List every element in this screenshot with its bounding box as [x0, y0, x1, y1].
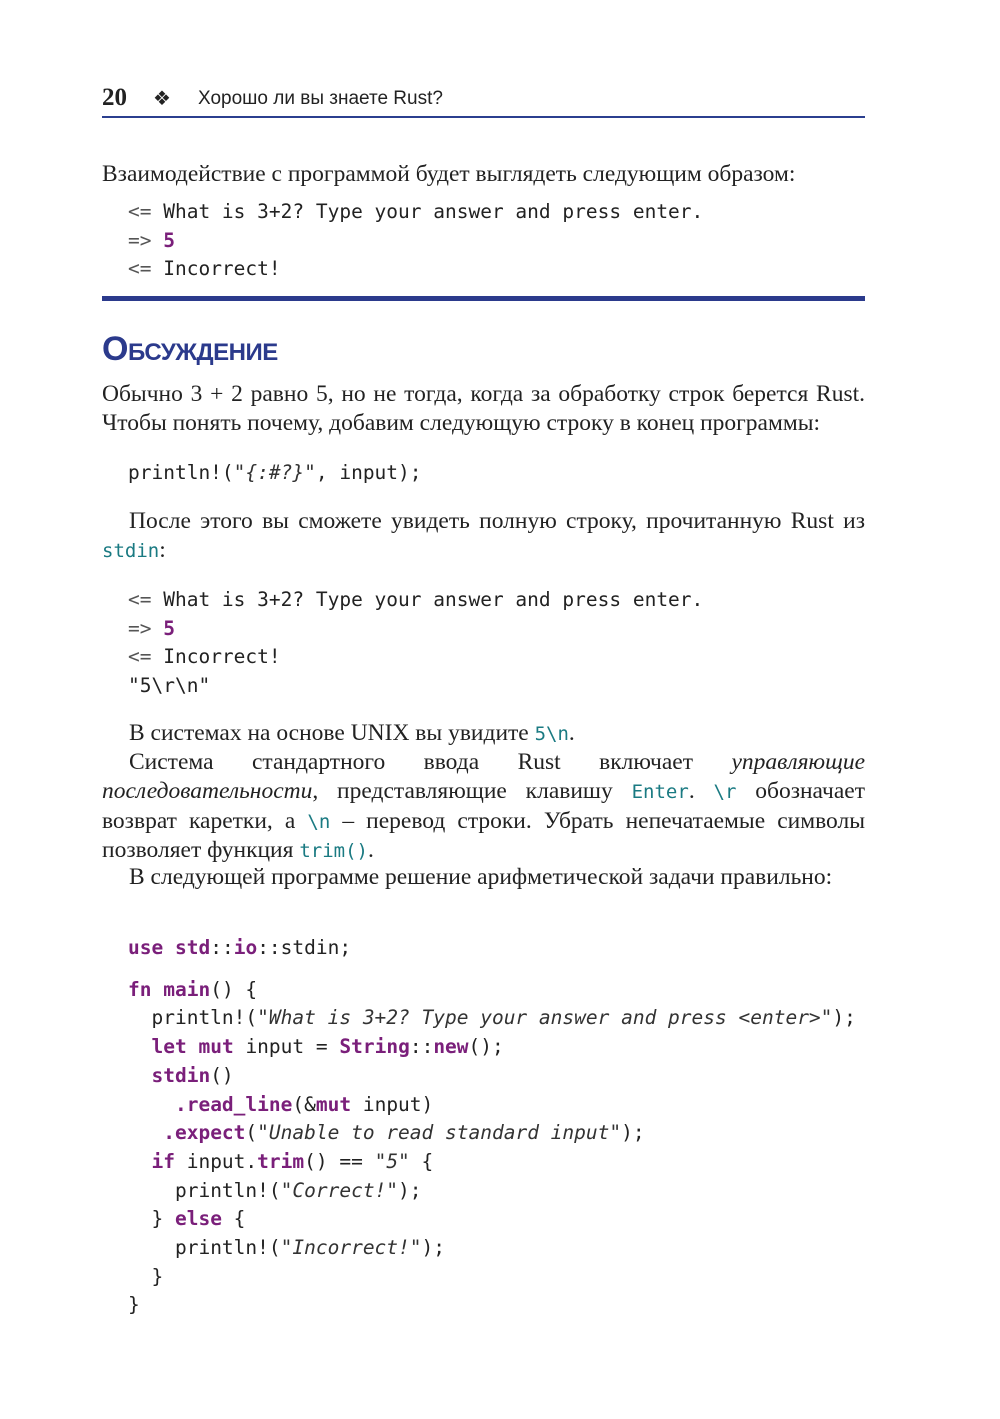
code-text: () { — [210, 977, 258, 1001]
debug-code-line — [128, 459, 422, 488]
discussion-paragraph-5: В следующей программе решение арифметической задачи правильно: — [129, 864, 833, 890]
code-text: ); — [398, 1178, 422, 1202]
code-string: "What is 3+2? Type your answer and press <enter>" — [257, 1006, 833, 1030]
session-line: 5 — [163, 228, 175, 252]
code-path: io — [233, 936, 258, 959]
code-text: ::stdin; — [257, 936, 352, 959]
prompt-marker: <= — [128, 257, 152, 281]
code-text: { — [409, 1149, 434, 1173]
code-fn: println!( — [128, 461, 234, 484]
code-text: } — [151, 1264, 164, 1288]
diamond-separator-icon: ❖ — [153, 86, 171, 110]
text-run: В системах на основе UNIX вы увидите — [129, 720, 535, 746]
text-run: Система стандартного ввода Rust включает — [129, 749, 732, 775]
code-keyword: let — [151, 1035, 187, 1059]
session-line: Incorrect! — [163, 645, 281, 669]
session-line: "5\r\n" — [128, 674, 211, 698]
page-header — [102, 84, 865, 114]
code-text: (); — [468, 1035, 504, 1059]
prompt-marker: => — [128, 616, 152, 640]
box-rule — [102, 296, 865, 301]
code-string: "5" — [374, 1149, 410, 1173]
code-text: :: — [409, 1035, 434, 1059]
session-line: What is 3+2? Type your answer and press enter. — [163, 200, 704, 223]
text-run: – перевод строки. Убрать непечатаемые символы позволяет функция — [102, 807, 865, 864]
code-text: () == — [304, 1149, 375, 1173]
code-type: String — [339, 1035, 410, 1059]
code-keyword: else — [174, 1207, 222, 1231]
program-listing: use std::io::stdin; fn main() { println!("What is 3+2? Type your answer and press <enter>"); let mut input = String::new(); stdin() .read_line(&mut input) .expect("Unable to read standard input"); if input.trim() == "5" { println!("Correct!"); } else { println!("Incorrect!"); } } — [128, 936, 856, 1317]
code-text: () — [210, 1063, 234, 1087]
code-text: } — [151, 1207, 175, 1231]
prompt-marker: <= — [128, 588, 152, 611]
code-path: std — [174, 936, 211, 959]
code-fn-name: main — [163, 977, 211, 1001]
code-string: "Unable to read standard input" — [257, 1121, 622, 1145]
code-text: (& — [292, 1092, 316, 1116]
code-rest: , input); — [315, 461, 422, 484]
code-keyword: fn — [128, 977, 152, 1001]
text-run: , представляющие клавишу — [312, 777, 632, 804]
code-text: { — [221, 1207, 246, 1231]
discussion-paragraph-1: Обычно 3 + 2 равно 5, но не тогда, когда за обработку строк берется Rust. Чтобы понять почему, добавим следующую строку в конец программы: — [102, 381, 865, 436]
code-text: println!( — [174, 1178, 281, 1202]
code-text: input) — [351, 1092, 434, 1116]
inline-code: trim() — [299, 840, 368, 863]
discussion-paragraph-3 — [102, 719, 865, 749]
text-run: . — [568, 720, 575, 746]
code-keyword: mut — [315, 1092, 352, 1116]
section-heading: Обсуждение — [102, 330, 278, 368]
code-text: input = — [233, 1035, 340, 1059]
code-keyword: mut — [198, 1035, 234, 1059]
code-text: ); — [621, 1121, 645, 1145]
code-text: println!( — [151, 1006, 258, 1030]
code-text: ); — [421, 1236, 446, 1260]
session-line: 5 — [163, 616, 175, 640]
code-string: "{:#?}" — [233, 461, 316, 484]
code-text: println!( — [174, 1236, 281, 1260]
code-text: ( — [245, 1121, 258, 1145]
text-run: обозначает возврат каретки, а — [102, 777, 865, 834]
session-line: What is 3+2? Type your answer and press enter. — [163, 588, 704, 611]
text-run: : — [159, 536, 166, 563]
discussion-paragraph-4 — [102, 748, 865, 866]
discussion-paragraph-2 — [102, 507, 865, 566]
text-run: . — [688, 777, 714, 804]
code-fn-name: stdin — [151, 1063, 211, 1087]
session-output-1 — [128, 198, 703, 284]
code-text: } — [128, 1293, 140, 1317]
inline-code: \r — [713, 780, 737, 803]
text-run: . — [367, 837, 374, 864]
code-keyword: use — [128, 936, 164, 959]
code-method: .expect — [163, 1121, 246, 1145]
page-number: 20 — [102, 84, 127, 111]
code-text: input. — [174, 1149, 258, 1173]
header-rule — [102, 116, 865, 118]
code-method: trim — [257, 1149, 305, 1173]
code-fn-name: new — [433, 1035, 469, 1059]
inline-code: \n — [307, 810, 331, 833]
running-title: Хорошо ли вы знаете Rust? — [198, 88, 443, 109]
intro-paragraph: Взаимодействие с программой будет выглядеть следующим образом: — [102, 161, 796, 187]
code-keyword: if — [151, 1149, 175, 1173]
code-method: .read_line — [174, 1092, 293, 1116]
prompt-marker: <= — [128, 200, 152, 223]
prompt-marker: => — [128, 228, 152, 252]
session-output-2 — [128, 586, 703, 701]
prompt-marker: <= — [128, 645, 152, 669]
italic-term: управляющие последовательности — [102, 749, 865, 804]
code-string: "Incorrect!" — [280, 1236, 422, 1260]
code-text: ); — [832, 1006, 856, 1030]
inline-code: 5\n — [534, 723, 569, 745]
text-run: После этого вы сможете увидеть полную строку, прочитанную Rust из — [129, 508, 865, 534]
inline-code: Enter — [631, 780, 689, 803]
inline-code: stdin — [102, 539, 160, 562]
code-string: "Correct!" — [280, 1178, 399, 1202]
session-line: Incorrect! — [163, 257, 281, 281]
